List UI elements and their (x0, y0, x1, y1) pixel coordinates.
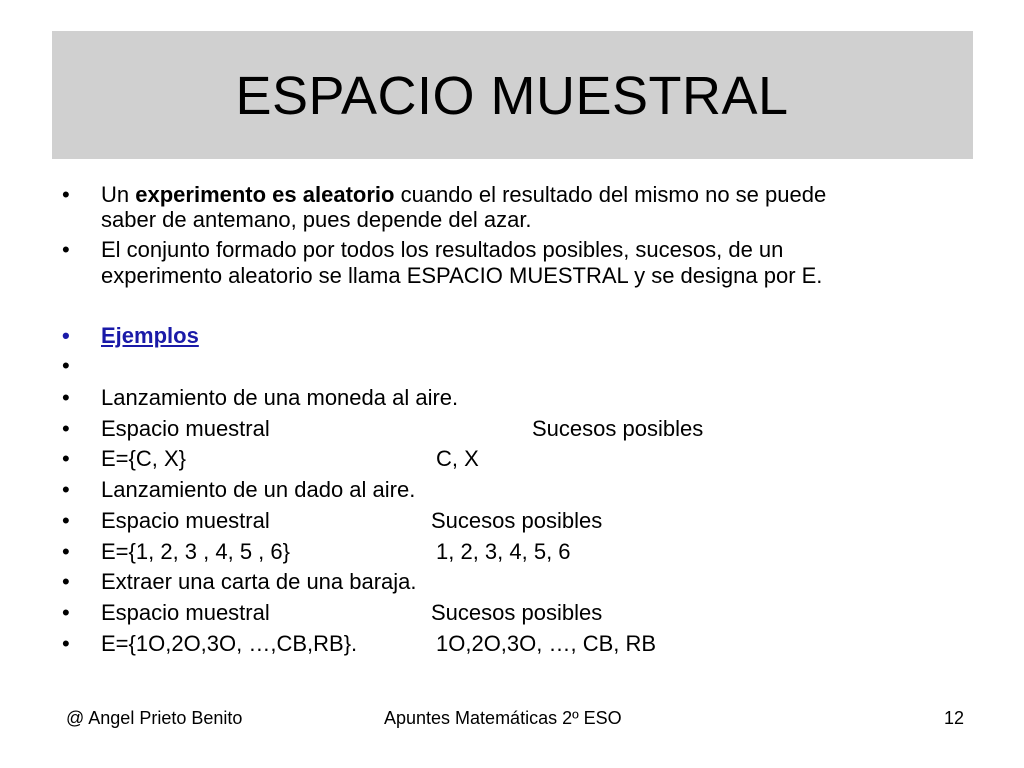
example-1-description: Lanzamiento de una moneda al aire. (101, 385, 459, 410)
bullet-icon: • (62, 631, 70, 656)
example-1-result-row (101, 445, 479, 472)
sample-space-header: Espacio muestral (101, 600, 270, 625)
possible-events-header: Sucesos posibles (431, 600, 603, 625)
bullet-icon: • (62, 416, 70, 441)
footer-course: Apuntes Matemáticas 2º ESO (384, 708, 622, 728)
intro-paragraph-2-line-1: El conjunto formado por todos los resultados posibles, sucesos, de un (101, 237, 784, 262)
example-2-header-row (101, 507, 603, 534)
intro-paragraph-1-line-2: saber de antemano, pues depende del azar. (101, 207, 532, 232)
slide-title: ESPACIO MUESTRAL (235, 66, 789, 126)
sample-space-value: E={C, X} (101, 446, 187, 471)
footer-author: @ Angel Prieto Benito (66, 708, 243, 728)
possible-events-header: Sucesos posibles (532, 416, 704, 441)
sample-space-header: Espacio muestral (101, 416, 270, 441)
bullet-icon: • (62, 353, 70, 378)
sample-space-value: E={1O,2O,3O, …,CB,RB}. (101, 631, 358, 656)
intro-p1-pre: Un (101, 182, 136, 207)
bullet-icon: • (62, 539, 70, 564)
bullet-icon: • (62, 600, 70, 625)
possible-events-value: 1, 2, 3, 4, 5, 6 (436, 539, 571, 564)
intro-paragraph-2-line-2: experimento aleatorio se llama ESPACIO MUESTRAL y se designa por E. (101, 263, 823, 288)
ejemplos-link[interactable]: Ejemplos (101, 323, 199, 348)
page-number: 12 (944, 708, 965, 728)
bullet-icon: • (62, 508, 70, 533)
sample-space-header: Espacio muestral (101, 508, 270, 533)
intro-p1-bold: experimento es aleatorio (135, 182, 395, 207)
possible-events-value: C, X (436, 446, 479, 471)
bullet-icon: • (62, 569, 70, 594)
bullet-icon: • (62, 237, 70, 262)
bullet-icon: • (62, 446, 70, 471)
intro-paragraph-1-line-1 (101, 181, 826, 208)
sample-space-value: E={1, 2, 3 , 4, 5 , 6} (101, 539, 290, 564)
possible-events-header: Sucesos posibles (431, 508, 603, 533)
example-3-description: Extraer una carta de una baraja. (101, 569, 417, 594)
possible-events-value: 1O,2O,3O, …, CB, RB (436, 631, 657, 656)
bullet-icon: • (62, 323, 70, 348)
example-2-result-row (101, 538, 571, 565)
example-1-header-row (101, 415, 704, 442)
bullet-icon: • (62, 477, 70, 502)
example-2-description: Lanzamiento de un dado al aire. (101, 477, 416, 502)
bullet-icon: • (62, 385, 70, 410)
bullet-icon: • (62, 182, 70, 207)
example-3-result-row (101, 630, 657, 657)
intro-p1-post: cuando el resultado del mismo no se puede (394, 182, 827, 207)
example-3-header-row (101, 599, 603, 626)
